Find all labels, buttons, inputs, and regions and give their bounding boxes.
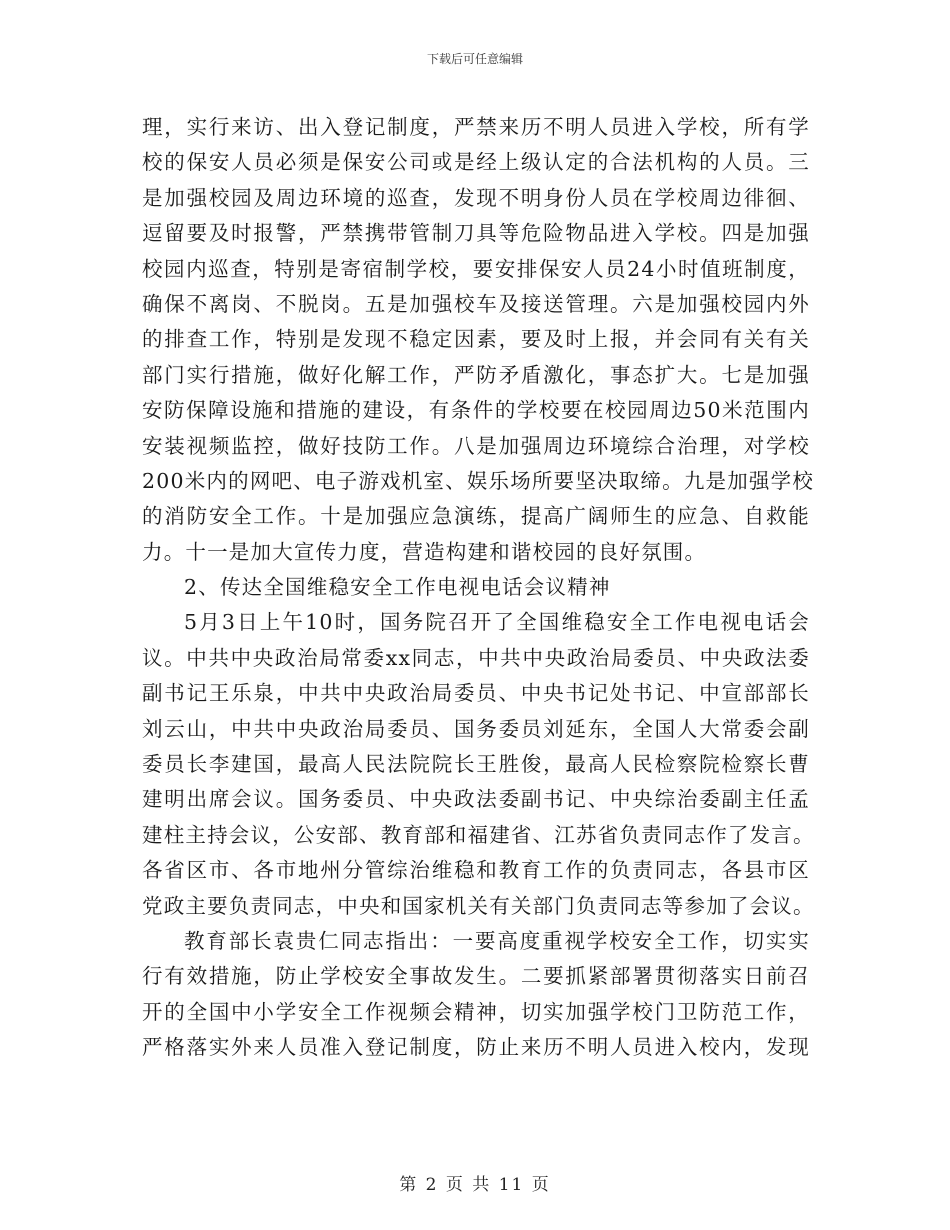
text-line: 安防保障设施和措施的建设，有条件的学校要在校园周边50米范围内 — [142, 398, 810, 423]
text-line: 委员长李建国，最高人民法院院长王胜俊，最高人民检察院检察长曹 — [142, 752, 810, 777]
text-line: 开的全国中小学安全工作视频会精神，切实加强学校门卫防范工作， — [142, 999, 810, 1024]
text-line: 副书记王乐泉，中共中央政治局委员、中央书记处书记、中宣部部长 — [142, 681, 810, 706]
text-line: 议。中共中央政治局常委xx同志，中共中央政治局委员、中央政法委 — [142, 645, 810, 670]
text-line: 是加强校园及周边环境的巡查，发现不明身份人员在学校周边徘徊、 — [142, 185, 810, 210]
text-line: 2、传达全国维稳安全工作电视电话会议精神 — [184, 575, 611, 600]
text-line: 各省区市、各市地州分管综治维稳和教育工作的负责同志，各县市区 — [142, 858, 810, 883]
text-line: 的消防安全工作。十是加强应急演练，提高广阔师生的应急、自救能 — [142, 504, 810, 529]
text-line: 建柱主持会议，公安部、教育部和福建省、江苏省负责同志作了发言。 — [142, 822, 815, 847]
header-note: 下载后可任意编辑 — [426, 52, 523, 66]
text-line: 党政主要负责同志，中央和国家机关有关部门负责同志等参加了会议。 — [142, 893, 815, 918]
text-line: 5月3日上午10时，国务院召开了全国维稳安全工作电视电话会 — [184, 610, 810, 635]
text-line: 逗留要及时报警，严禁携带管制刀具等危险物品进入学校。四是加强 — [142, 221, 810, 246]
text-line: 教育部长袁贵仁同志指出：一要高度重视学校安全工作，切实实 — [184, 928, 810, 953]
text-line: 200米内的网吧、电子游戏机室、娱乐场所要坚决取缔。九是加强学校 — [142, 468, 815, 493]
text-line: 理，实行来访、出入登记制度，严禁来历不明人员进入学校，所有学 — [142, 115, 810, 139]
text-line: 的排查工作，特别是发现不稳定因素，要及时上报，并会同有关有关 — [142, 327, 810, 352]
text-line: 校园内巡查，特别是寄宿制学校，要安排保安人员24小时值班制度， — [142, 256, 810, 281]
document-body — [142, 110, 815, 1066]
text-line: 严格落实外来人员准入登记制度，防止来历不明人员进入校内，发现 — [142, 1035, 810, 1060]
text-line: 力。十一是加大宣传力度，营造构建和谐校园的良好氛围。 — [142, 539, 707, 564]
text-line: 确保不离岗、不脱岗。五是加强校车及接送管理。六是加强校园内外 — [142, 291, 810, 316]
text-line: 刘云山，中共中央政治局委员、国务委员刘延东，全国人大常委会副 — [142, 716, 810, 741]
page-number: 第 2 页 共 11 页 — [399, 1175, 551, 1195]
text-line: 安装视频监控，做好技防工作。八是加强周边环境综合治理，对学校 — [142, 433, 810, 458]
text-line: 行有效措施，防止学校安全事故发生。二要抓紧部署贯彻落实日前召 — [142, 964, 810, 989]
text-line: 校的保安人员必须是保安公司或是经上级认定的合法机构的人员。三 — [142, 150, 810, 175]
text-line: 部门实行措施，做好化解工作，严防矛盾激化，事态扩大。七是加强 — [142, 362, 810, 387]
text-line: 建明出席会议。国务委员、中央政法委副书记、中央综治委副主任孟 — [142, 787, 810, 812]
